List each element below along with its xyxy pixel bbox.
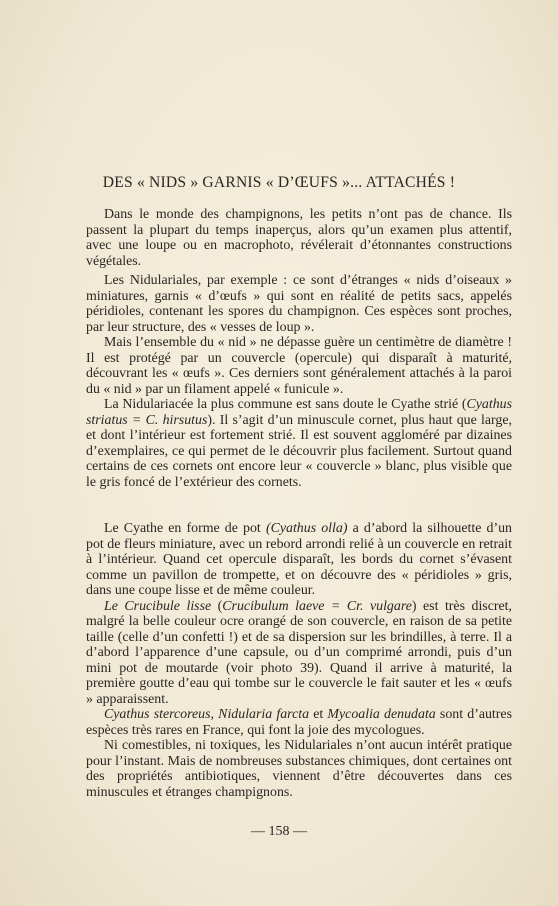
paragraph-cyathe-strie: La Nidulariacée la plus commune est sans doute le Cyathe strié (Cyathus striatus = C. hirsutus). Il s’agit d’un minuscule cornet, plus haut que large, et dont l’intérieur est fortement strié. Il est souvent aggloméré par dizaines d’exemplaires, ce qui permet de le découvrir plus facilement. Surtout quand certains de ces cornets ont encore leur « couvercle » blanc, plus visible que le gris foncé de l’extérieur des cornets. — [86, 397, 512, 490]
species-block — [86, 521, 512, 800]
paragraph-intro: Dans le monde des champignons, les petits n’ont pas de chance. Ils passent la plupart du temps inaperçus, alors qu’un examen plus attentif, avec une loupe ou en macrophoto, révélerait d’étonnantes constructions végétales. — [86, 207, 512, 269]
nidulariales-block — [86, 273, 512, 490]
paragraph-conclusion: Ni comestibles, ni toxiques, les Nidulariales n’ont aucun intérêt pratique pour l’instant. Mais de nombreuses substances chimiques, dont certaines ont des propriétés antibiotiques, viennent d’être découvertes dans ces minuscules et étranges champignons. — [86, 738, 512, 800]
paragraph-nidulariales: Les Nidulariales, par exemple : ce sont d’étranges « nids d’oiseaux » miniatures, garnis « d’œufs » qui sont en réalité de petits sacs, appelés péridioles, contenant les spores du champignon. Ces espèces sont proches, par leur structure, des « vesses de loup ». — [86, 273, 512, 335]
paragraph-cyathe-pot: Le Cyathe en forme de pot (Cyathus olla) a d’abord la silhouette d’un pot de fleurs miniature, avec un rebord arrondi relié à un couvercle en retrait à l’intérieur. Quand cet opercule disparaît, les bords du cornet s’évasent comme un pavillon de trompette, et on découvre des « péridioles » gris, dans une coupe lisse et de même couleur. — [86, 521, 512, 598]
page-number: — 158 — — [251, 824, 307, 839]
paragraph-rare-species: Cyathus stercoreus, Nidularia farcta et Mycoalia denudata sont d’autres espèces très rares en France, qui font la joie des mycologues. — [86, 707, 512, 738]
chapter-title: DES « NIDS » GARNIS « D’ŒUFS »... ATTACHÉS ! — [102, 174, 456, 191]
intro-block — [86, 207, 512, 269]
paragraph-nid: Mais l’ensemble du « nid » ne dépasse guère un centimètre de diamètre ! Il est protégé par un couvercle (opercule) qui disparaît à maturité, découvrant les « œufs ». Ces derniers sont généralement attachés à la paroi du « nid » par un filament appelé « funicule ». — [86, 335, 512, 397]
paragraph-crucibule: Le Crucibule lisse (Crucibulum laeve = Cr. vulgare) est très discret, malgré la belle couleur ocre orangé de son couvercle, en raison de sa petite taille (celle d’un confetti !) et de sa dispersion sur les brindilles, à terre. Il a d’abord l’apparence d’une capsule, ou d’un comprimé arrondi, puis d’un mini pot de moutarde (voir photo 39). Quand il arrive à maturité, la première goutte d’eau qui tombe sur le couvercle le fait sauter et les « œufs » apparaissent. — [86, 598, 512, 707]
